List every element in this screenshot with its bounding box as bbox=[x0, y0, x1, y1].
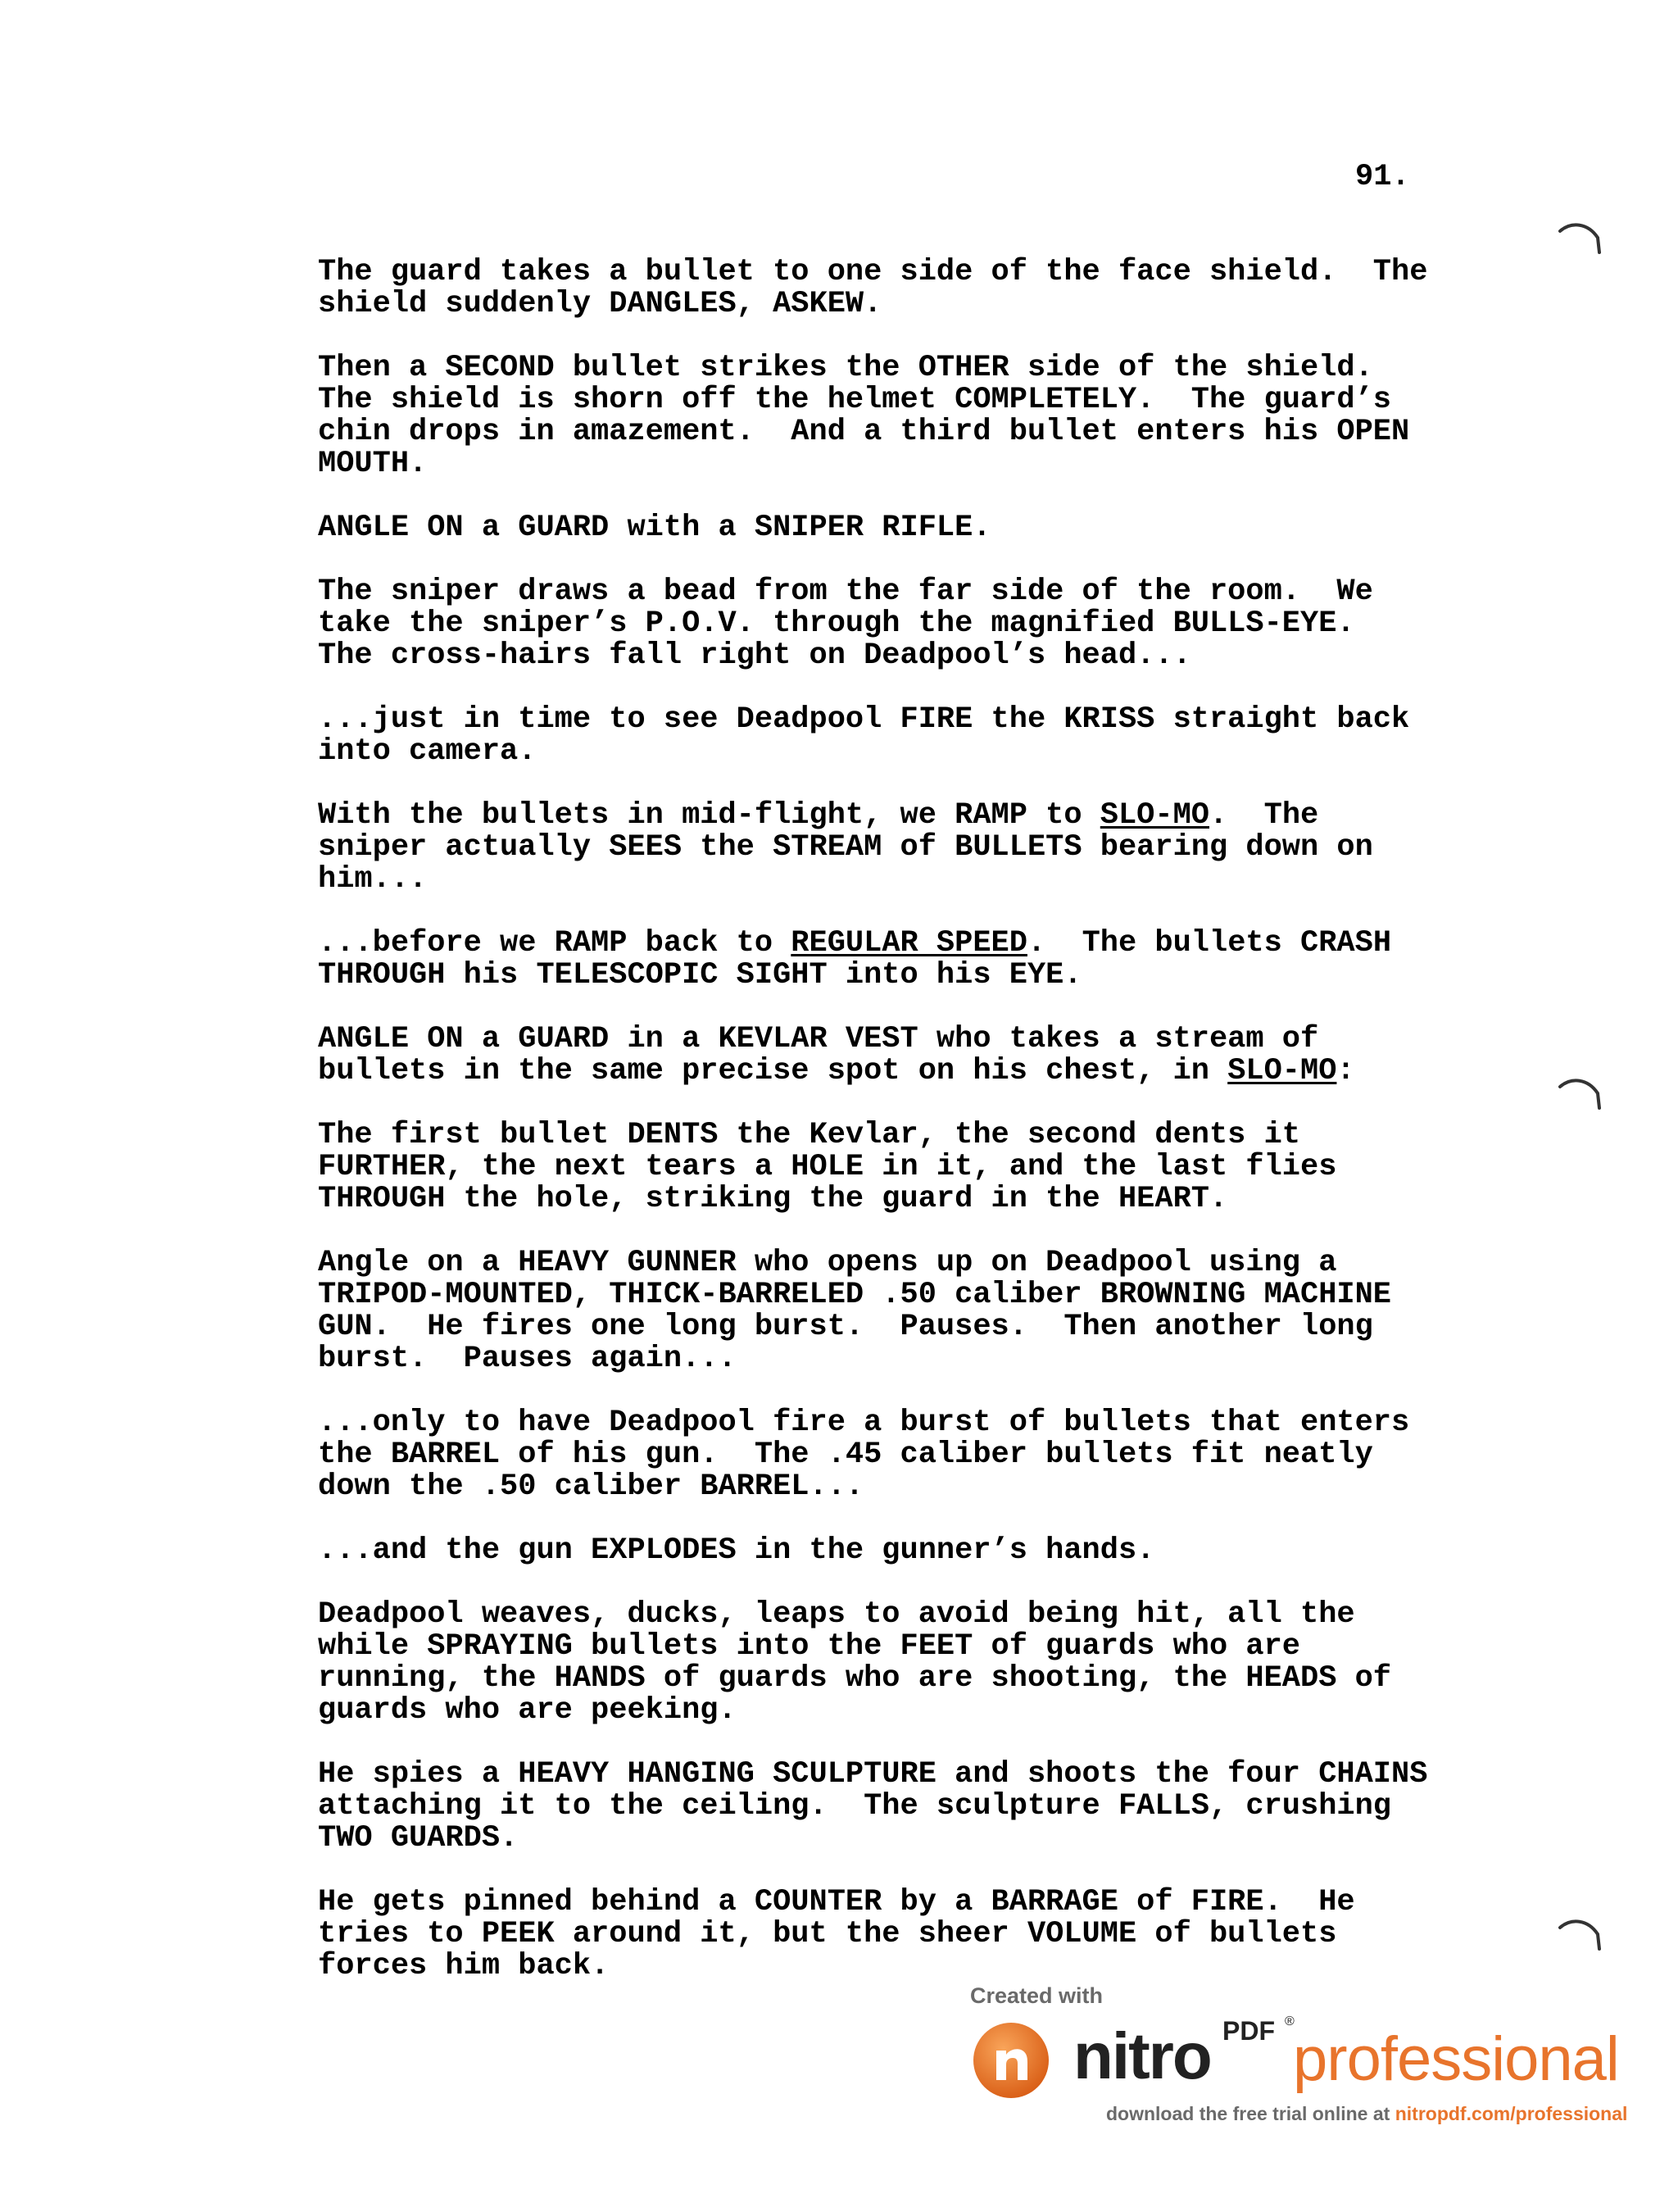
action-line bbox=[318, 832, 1465, 864]
line-text: MOUTH. bbox=[318, 447, 428, 481]
line-text: THROUGH the hole, striking the guard in the HEART. bbox=[318, 1182, 1228, 1216]
line-text: The cross-hairs fall right on Deadpool’s head... bbox=[318, 638, 1191, 673]
line-text: . The bullets CRASH bbox=[1027, 926, 1392, 961]
action-line bbox=[318, 640, 1465, 672]
line-text: The sniper draws a bead from the far side of the room. We bbox=[318, 575, 1373, 609]
action-line bbox=[318, 512, 1465, 544]
action-line bbox=[318, 576, 1465, 608]
download-prefix: download the free trial online at bbox=[1106, 2103, 1395, 2124]
line-text: THROUGH his TELESCOPIC SIGHT into his EYE. bbox=[318, 958, 1082, 992]
action-line bbox=[318, 288, 1465, 320]
line-text: him... bbox=[318, 862, 428, 897]
action-paragraph bbox=[318, 1759, 1465, 1855]
action-line bbox=[318, 608, 1465, 640]
line-text: The first bullet DENTS the Kevlar, the second dents it bbox=[318, 1118, 1300, 1152]
action-line bbox=[318, 1919, 1465, 1951]
line-text: ANGLE ON a GUARD with a SNIPER RIFLE. bbox=[318, 511, 991, 545]
action-paragraph bbox=[318, 1407, 1465, 1503]
action-paragraph bbox=[318, 1599, 1465, 1727]
line-text: Then a SECOND bullet strikes the OTHER side of the shield. bbox=[318, 351, 1373, 385]
action-paragraph bbox=[318, 800, 1465, 896]
line-text: bullets in the same precise spot on his chest, in bbox=[318, 1054, 1228, 1088]
line-text: He gets pinned behind a COUNTER by a BARRAGE of FIRE. He bbox=[318, 1885, 1355, 1919]
line-text: ...just in time to see Deadpool FIRE the KRISS straight back bbox=[318, 702, 1410, 737]
line-text: down the .50 caliber BARREL... bbox=[318, 1469, 864, 1504]
action-line bbox=[318, 1823, 1465, 1855]
underlined-text: SLO-MO bbox=[1227, 1054, 1337, 1088]
line-text: tries to PEEK around it, but the sheer VOLUME of bullets bbox=[318, 1917, 1337, 1951]
line-text: TWO GUARDS. bbox=[318, 1821, 519, 1855]
line-text: take the sniper’s P.O.V. through the magnified BULLS-EYE. bbox=[318, 606, 1355, 641]
line-text: chin drops in amazement. And a third bullet enters his OPEN bbox=[318, 415, 1410, 449]
action-line bbox=[318, 1695, 1465, 1727]
line-text: . The bbox=[1209, 798, 1319, 833]
line-text: The shield is shorn off the helmet COMPLETELY. The guard’s bbox=[318, 383, 1392, 417]
download-link[interactable]: nitropdf.com/professional bbox=[1395, 2103, 1628, 2124]
action-line bbox=[318, 1631, 1465, 1663]
line-text: into camera. bbox=[318, 734, 537, 769]
action-paragraph bbox=[318, 1535, 1465, 1567]
underlined-text: REGULAR SPEED bbox=[791, 926, 1027, 961]
brand-nitro: nitro bbox=[1073, 2019, 1211, 2092]
action-line bbox=[318, 1247, 1465, 1279]
line-text: the BARREL of his gun. The .45 caliber bullets fit neatly bbox=[318, 1438, 1373, 1472]
action-line bbox=[318, 736, 1465, 768]
line-text: running, the HANDS of guards who are shooting, the HEADS of bbox=[318, 1661, 1392, 1696]
line-text: ANGLE ON a GUARD in a KEVLAR VEST who takes a stream of bbox=[318, 1022, 1319, 1056]
line-text: With the bullets in mid-flight, we RAMP to bbox=[318, 798, 1100, 833]
action-line bbox=[318, 1471, 1465, 1503]
line-text: forces him back. bbox=[318, 1949, 610, 1983]
line-text: attaching it to the ceiling. The sculpture FALLS, crushing bbox=[318, 1789, 1392, 1824]
action-line bbox=[318, 1439, 1465, 1471]
action-paragraph bbox=[318, 352, 1465, 480]
action-paragraph bbox=[318, 1024, 1465, 1088]
line-text: : bbox=[1336, 1054, 1355, 1088]
action-line bbox=[318, 1056, 1465, 1088]
action-line bbox=[318, 1279, 1465, 1311]
brand-pdf-superscript: PDF bbox=[1222, 2016, 1275, 2046]
action-line bbox=[318, 1759, 1465, 1791]
action-line bbox=[318, 864, 1465, 896]
action-line bbox=[318, 384, 1465, 416]
line-text: FURTHER, the next tears a HOLE in it, and the last flies bbox=[318, 1150, 1337, 1184]
action-paragraph bbox=[318, 1120, 1465, 1215]
line-text: The guard takes a bullet to one side of the face shield. The bbox=[318, 255, 1428, 289]
line-text: TRIPOD-MOUNTED, THICK-BARRELED .50 caliber BROWNING MACHINE bbox=[318, 1278, 1392, 1312]
line-text: ...before we RAMP back to bbox=[318, 926, 791, 961]
line-text: ...and the gun EXPLODES in the gunner’s hands. bbox=[318, 1533, 1155, 1568]
created-with-label: Created with bbox=[970, 1983, 1104, 2008]
action-line bbox=[318, 448, 1465, 480]
action-line bbox=[318, 1183, 1465, 1215]
action-paragraph bbox=[318, 512, 1465, 544]
line-text: GUN. He fires one long burst. Pauses. Then another long bbox=[318, 1310, 1373, 1344]
line-text: shield suddenly DANGLES, ASKEW. bbox=[318, 287, 882, 321]
action-line bbox=[318, 1599, 1465, 1631]
margin-mark-middle bbox=[1557, 1075, 1603, 1113]
action-line bbox=[318, 960, 1465, 992]
action-paragraph bbox=[318, 257, 1465, 320]
action-line bbox=[318, 257, 1465, 288]
download-note bbox=[1106, 2103, 1627, 2125]
action-paragraph bbox=[318, 928, 1465, 992]
underlined-text: SLO-MO bbox=[1100, 798, 1209, 833]
action-line bbox=[318, 1663, 1465, 1695]
action-paragraph bbox=[318, 576, 1465, 672]
action-line bbox=[318, 928, 1465, 960]
margin-mark-top bbox=[1557, 220, 1603, 257]
brand-professional: professional bbox=[1293, 2024, 1619, 2094]
action-line bbox=[318, 1887, 1465, 1919]
action-line bbox=[318, 1311, 1465, 1343]
action-paragraph bbox=[318, 1247, 1465, 1375]
line-text: burst. Pauses again... bbox=[318, 1342, 737, 1376]
line-text: Deadpool weaves, ducks, leaps to avoid being hit, all the bbox=[318, 1597, 1355, 1632]
action-line bbox=[318, 1151, 1465, 1183]
line-text: ...only to have Deadpool fire a burst of bullets that enters bbox=[318, 1406, 1410, 1440]
nitro-watermark bbox=[967, 1983, 1655, 2139]
line-text: sniper actually SEES the STREAM of BULLETS bearing down on bbox=[318, 830, 1373, 865]
nitro-logo-icon bbox=[972, 2021, 1050, 2100]
action-line bbox=[318, 1791, 1465, 1823]
line-text: while SPRAYING bullets into the FEET of guards who are bbox=[318, 1629, 1300, 1664]
action-line bbox=[318, 416, 1465, 448]
action-line bbox=[318, 704, 1465, 736]
margin-mark-bottom bbox=[1557, 1916, 1603, 1954]
action-line bbox=[318, 1407, 1465, 1439]
action-line bbox=[318, 1535, 1465, 1567]
page-number: 91. bbox=[1355, 160, 1410, 194]
action-paragraph bbox=[318, 704, 1465, 768]
line-text: He spies a HEAVY HANGING SCULPTURE and shoots the four CHAINS bbox=[318, 1757, 1428, 1792]
action-line bbox=[318, 1951, 1465, 1983]
action-line bbox=[318, 1343, 1465, 1375]
brand-registered-mark: ® bbox=[1285, 2014, 1295, 2028]
action-line bbox=[318, 800, 1465, 832]
action-line bbox=[318, 1120, 1465, 1151]
line-text: Angle on a HEAVY GUNNER who opens up on Deadpool using a bbox=[318, 1246, 1337, 1280]
action-line bbox=[318, 352, 1465, 384]
line-text: guards who are peeking. bbox=[318, 1693, 737, 1728]
action-line bbox=[318, 1024, 1465, 1056]
action-paragraph bbox=[318, 1887, 1465, 1983]
script-body bbox=[318, 257, 1465, 2014]
